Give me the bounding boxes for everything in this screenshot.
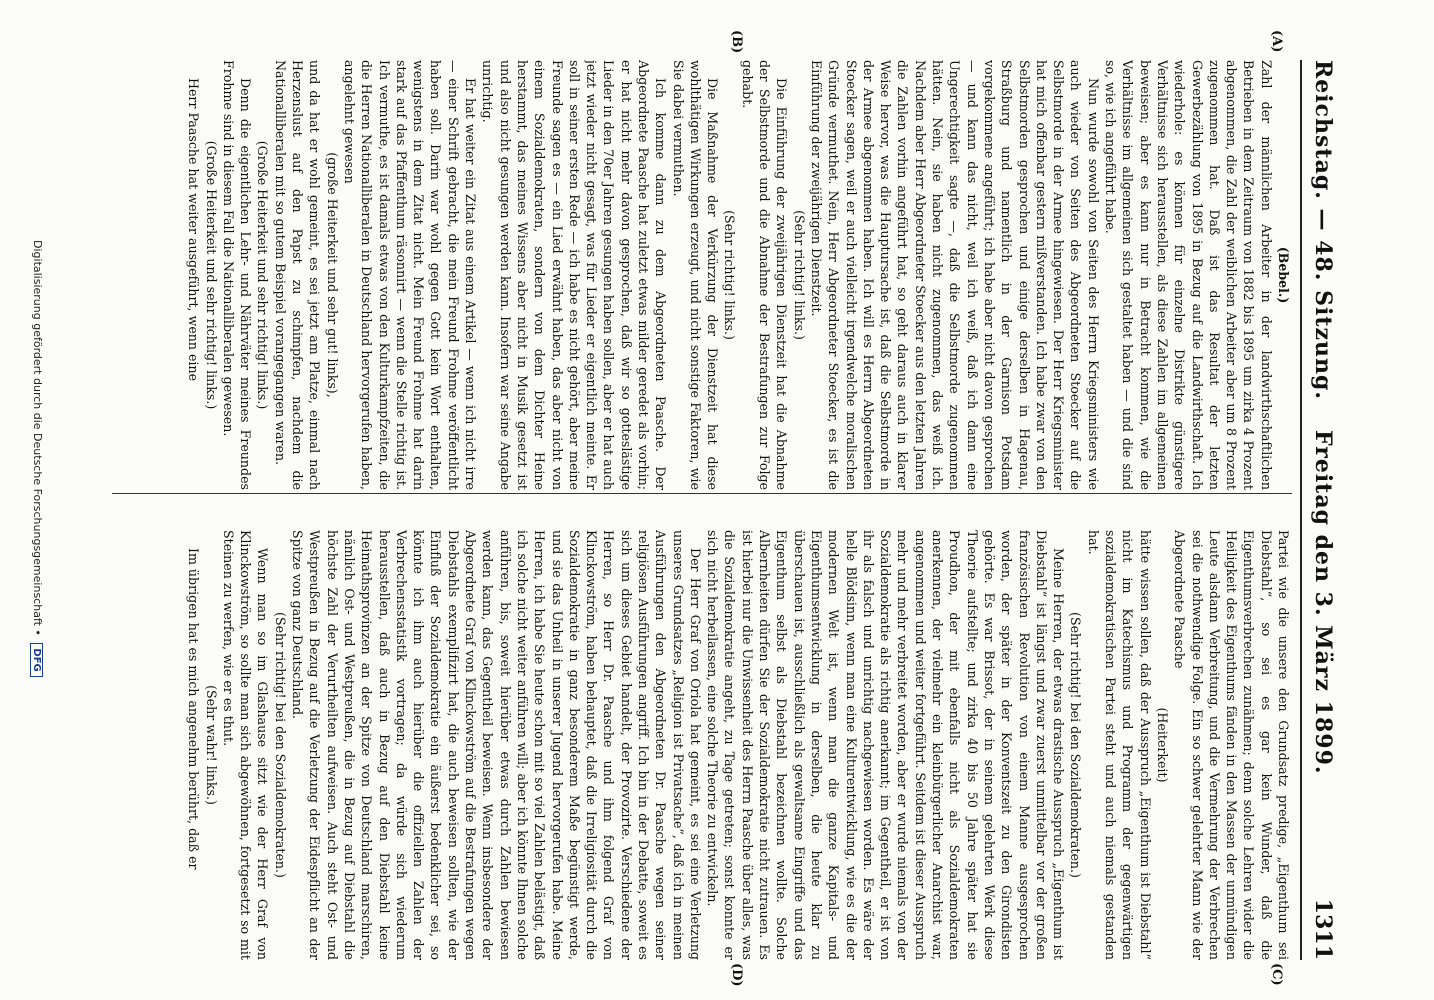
paragraph: Partei wie die unsere den Grundsatz predige, „Eigenthum sei Diebstahl“, so sei es gar kein Wunder, daß die Eigenthumsverbrechen zunähmen; denn solche Lehren wider die Heiligkeit des Eigenthums fänden in den Massen der unmündigen Leute alsdann Verbreitung, und die Vermehrung der Verbrechen sei die nothwendige Folge. Ein so schwer gelehrter Mann wie der Abgeordnete Paasche (1172, 530, 1291, 960)
paragraph: Herr Paasche hat weiter ausgeführt, wenn eine (186, 78, 202, 382)
page-number: 1311 (1310, 898, 1336, 960)
paragraph: Zahl der männlichen Arbeiter in der landwirthschaftlichen Betrieben in dem Zeitraum von 1882 bis 1895 um zirka 4 Prozent abgenommen, die Zahl der weiblichen Arbeiter aber um 8 Prozent zugenommen hat. Daß ist das Resultat der letzten Gewerbezählung von 1895 in Bezug auf die Landwirthschaft. Ich wiederhole: es können für einzelne Distrikte günstigere Verhältnisse sich herausstellen, als diese Zahlen im allgemeinen beweisen; aber es kann nur in Betracht kommen, wie die Verhältnisse im allgemeinen sich gestaltet haben — und die sind so, wie ich angeführt habe. (1103, 60, 1274, 490)
margin-mark-d: (D) (729, 963, 744, 987)
paragraph: hätte wissen sollen, daß der Ausspruch „Eigenthum ist Diebstahl“ nicht im Katechismus und Programm der gegenwärtigen sozialdemokratischen Partei steht und auch niemals gestanden hat. (1085, 530, 1153, 960)
credit-text: Digitalisierung gefördert durch die Deutsche Forschungsgemeinschaft • (31, 240, 44, 636)
paragraph: Im übrigen hat es mich angenehm berührt, daß er (186, 548, 202, 870)
paragraph: und da hat er wohl gemeint, es sei jetzt am Platze, einmal nach Herzenslust auf den Papst zu schimpfen, nachdem die Nationalliberalen mit so gutem Beispiel vorangegangen waren. (272, 60, 323, 490)
column-divider (112, 493, 1292, 494)
interjection: (Große Heiterkeit und sehr richtig! links.) (203, 140, 219, 410)
interjection: (Sehr richtig! links.) (722, 210, 738, 340)
margin-mark-b: (B) (729, 30, 744, 54)
paragraph: Der Herr Graf von Oriola hat gemeint, es sei eine Verletzung unseres Grundsatzes „Religion ist Privatsache“, daß ich in meinen Ausführungen den Abgeordneten Dr. Paasche wegen seiner religiösen Ausführungen angriff. Ich bin in der Debatte, soweit es sich um dieses Gebiet handelt, der Provozirte. Verschiedene der Herren, so Herr Dr. Paasche und ihm folgend Graf von Klinckowström, haben behauptet, daß die Irreligiosität durch die Sozialdemokratie in ganz besonderem Maße begünstigt werde, und sie das Unheil in unserer Jugend hervorgerufen habe. Meine Herren, ich habe Sie heute schon mit so viel Zahlen belästigt, daß ich solche nicht weiter anführen will; aber ich könnte Ihnen solche anführen, bis, soweit hierüber etwas durch Zahlen bewiesen werden kann, das Gegentheil beweisen. Wenn insbesondere der Abgeordnete Graf von Klinckowström auf die Bestrafungen wegen Diebstahls exemplifizirt hat, die auch beweisen sollten, wie der Einfluß der Sozialdemokratie ein äußerst bedenklicher sei, so könnte ich ihm auch hierüber die offiziellen Zahlen der Verbrechensstatistik vortragen; da würde sich wiederum herausstellen, daß auch in Bezug auf den Diebstahl keine Heimathsprovinzen an der Spitze von Deutschland marschiren, nämlich Ost- und Westpreußen, die in Bezug auf Diebstahl die höchste Zahl der Verurtheilten aufweisen. Auch steht Ost- und Westpreußen in Bezug auf die Verletzung der Eidespflicht an der Spitze von ganz Deutschland. (290, 530, 703, 960)
digitization-credit (30, 240, 44, 1000)
interjection: (Heiterkeit) (1154, 707, 1170, 783)
paragraph: Die Einführung der zweijährigen Dienstzeit hat die Abnahme der Selbstmorde und die Abnahme der Bestrafungen zur Folge gehabt. (739, 60, 790, 490)
right-column (92, 530, 1292, 960)
paragraph: Denn die eigentlichen Lehr- und Nährväter meines Freundes Frohme sind in diesem Fall die Nationalliberalen gewesen. (220, 60, 254, 490)
left-column (92, 60, 1292, 490)
paragraph: Wenn man so im Glashause sitzt wie der Herr Graf von Klinckowström, so sollte man sich abgewöhnen, fortgesetzt so mit Steinen zu werfen, wie er es thut. (220, 530, 271, 960)
paragraph: Ich komme dann zu dem Abgeordneten Paasche. Der Abgeordnete Paasche hat zuletzt etwas milder geredet als vorhin; er hat nicht mehr davon gesprochen, daß wir so gotteslästige Lieder in den 70er Jahren gesungen haben sollen, aber er hat auch jetzt wieder nicht gesagt, was für Lieder er eigentlich meinte. Er soll in seiner ersten Rede — ich habe es nicht gehört, aber meine Freunde sagen es — ein Lied erwähnt haben, das aber nicht von einem Sozialdemokraten, sondern von dem Dichter Heine herstammt, das meines Wissens aber nicht in Musik gesetzt ist und also nicht gesungen werden kann. Insofern war seine Angabe unrichtig. (480, 60, 669, 490)
dfg-logo: DFG (30, 643, 43, 676)
margin-mark-c: (C) (1269, 963, 1284, 986)
margin-mark-a: (A) (1269, 30, 1284, 53)
interjection: (Sehr richtig! links.) (791, 210, 807, 340)
interjection: (große Heiterkeit und sehr gut! links), (324, 152, 340, 398)
header-rule (1300, 60, 1302, 960)
page-header (1302, 60, 1342, 960)
interjection: (Große Heiterkeit und sehr richtig! links.) (255, 140, 271, 410)
interjection: (Sehr wahr! links.) (203, 685, 219, 805)
paragraph: Die Maßnahme der Verkürzung der Dienstzeit hat diese wohlthätigen Wirkungen erzeugt, und nicht sonstige Faktoren, wie Sie dabei vermuthen. (670, 60, 721, 490)
paragraph: Meine Herren, der etwas drastische Ausspruch „Eigenthum ist Diebstahl“ ist längst und zwar zuerst unmittelbar vor der großen französischen Revolution von einem Manne ausgesprochen worden, der später in der Konventszeit zu den Girondisten gehörte. Es war Brissot, der in seinem gelehrten Werk diese Theorie aufstellte; und zirka 40 bis 50 Jahre später hat sie Proudhon, der mit ebenfalls nicht als Sozialdemokraten anerkennen, der vielmehr ein kleinbürgerlicher Anarchist war, angenommen und weiter fortgeführt. Seitdem ist dieser Ausspruch mehr und mehr verbreitet worden, aber er wurde niemals von der Sozialdemokratie als richtig anerkannt; im Gegentheil, er ist von ihr als falsch und unrichtig nachgewiesen worden. Es wäre der helle Blödsinn, wenn man eine Kulturentwicklung, wie es die der modernen Welt ist, wenn man die ganze Kapitals- und Eigenthumsentwicklung in derselben, die heute klar zu überschauen ist, ausschließlich als gewaltsame Eingriffe und das Eigenthum selbst als Diebstahl bezeichnen wollte. Solche Albernheiten dürfen Sie der Sozialdemokratie nicht zutrauen. Es ist hierbei nur die Unwissenheit des Herrn Paasche über alles, was die Sozialdemokratie angeht, zu Tage getreten; sonst konnte er sich nicht herbeilassen, eine solche Theorie zu entwickeln. (705, 530, 1067, 960)
paragraph: Nun wurde sowohl von Seiten des Herrn Kriegsministers wie auch wieder von Seiten des Abgeordneten Stoecker auf die Selbstmorde in der Armee hingewiesen. Der Herr Kriegsminister hat mich offenbar gestern mißverstanden. Ich habe zwar von den Selbstmorden gesprochen und einige derselben in Hagenau, Straßburg und namentlich in der Garnison Potsdam vorgekommene angeführt; ich habe aber nicht davon gesprochen — und kann das nicht, weil ich weiß, daß ich dann eine Ungerechtigkeit sagte —, daß die Selbstmorde zugenommen hätten. Nein, sie haben nicht zugenommen, das weiß ich. Nachdem aber Herr Abgeordneter Stoecker aus den letzten Jahren die Zahlen vorhin angeführt hat, so geht daraus auch in klarer Weise hervor, was die Hauptursache ist, daß die Selbstmorde in der Armee abgenommen haben. Ich will es Herrn Abgeordneten Stoecker sagen, weil er auch vielleicht irgendwelche moralischen Gründe vermuthet. Nein, Herr Abgeordneter Stoecker, es ist die Einführung der zweijährigen Dienstzeit. (808, 60, 1101, 490)
session-date: Freitag den 3. März 1899. (1310, 430, 1336, 775)
speaker-label: (Bebel.) (1276, 246, 1291, 304)
interjection: (Sehr richtig! bei den Sozialdemokraten.) (272, 612, 288, 878)
paragraph: Er hat weiter ein Zitat aus einem Artikel — wenn ich nicht irre — einer Schrift gebracht, die mein Freund Frohme veröffentlicht haben soll. Darin war wohl gegen Gott kein Wort enthalten, wenigstens in dem Zitat nicht. Mein Freund Frohme hat darin stark auf das Pfaffenthum räsonnirt — wenn die Stelle richtig ist. Ich vermuthe, es ist damals etwas von den Kulturkampfzeiten, die die Herren Nationalliberalen in Deutschland hervorgerufen haben, angelehnt gewesen (341, 60, 479, 490)
page-title: Reichstag. — 48. Sitzung. (1310, 60, 1336, 401)
interjection: (Sehr richtig! bei den Sozialdemokraten.) (1068, 612, 1084, 878)
